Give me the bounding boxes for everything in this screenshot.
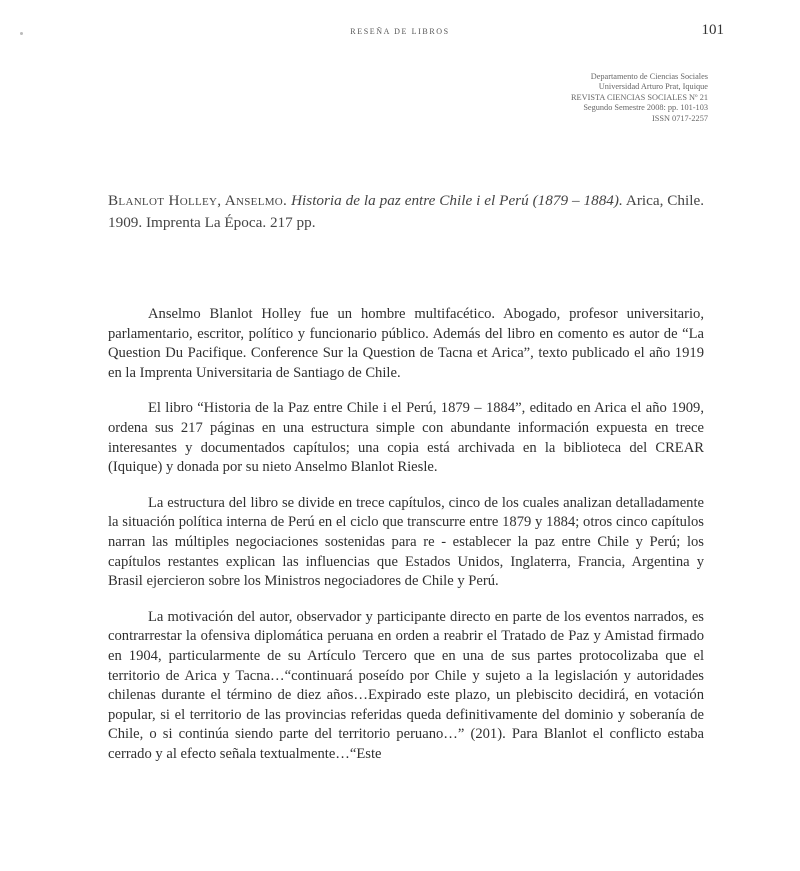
citation-author: Blanlot Holley, Anselmo. xyxy=(108,192,288,209)
journal-info-line: ISSN 0717-2257 xyxy=(651,113,708,123)
review-body xyxy=(108,305,704,780)
journal-info-line: Universidad Arturo Prat, Iquique xyxy=(598,82,708,92)
body-paragraph: El libro “Historia de la Paz entre Chile i el Perú, 1879 – 1884”, editado en Arica el año 1909, ordena sus 217 páginas en una estructura simple con abundante información expuesta en trece interesantes y documentados capítulos; una copia está archivada en la biblioteca del CREAR (Iquique) y donada por su nieto Anselmo Blanlot Riesle. xyxy=(108,400,704,476)
body-paragraph: La motivación del autor, observador y participante directo en parte de los eventos narrados, es contrarrestar la ofensiva diplomática peruana en orden a reabrir el Tratado de Paz y Amistad firmado en 1904, particularmente de su Artículo Tercero que en una de sus partes protocolizaba que el territorio de Arica y Tacna…“continuará poseído por Chile y sujeto a la legislación y autoridades chilenas durante el término de diez años…Expirado este plazo, un plebiscito decidirá, en votación popular, si el territorio de las provincias referidas queda definitivamente del dominio y soberanía de Chile, o si continúa siendo parte del territorio peruano…” (201). Para Blanlot el conflicto estaba cerrado y al efecto señala textualmente…“Este xyxy=(108,608,704,762)
citation-title: Historia de la paz entre Chile i el Perú (1879 – 1884). xyxy=(291,192,623,209)
body-paragraph: Anselmo Blanlot Holley fue un hombre multifacético. Abogado, profesor universitario, parlamentario, escritor, político y funcionario público. Además del libro en comento es autor de “La Question Du Pacifique. Conference Sur la Question de Tacna et Arica”, texto publicado el año 1919 en la Imprenta Universitaria de Santiago de Chile. xyxy=(108,306,704,381)
journal-info-line: Departamento de Ciencias Sociales xyxy=(590,72,708,81)
running-header: RESEÑA DE LIBROS xyxy=(350,27,450,36)
journal-info-line: REVISTA CIENCIAS SOCIALES Nº 21 xyxy=(571,92,708,102)
body-paragraph: La estructura del libro se divide en trece capítulos, cinco de los cuales analizan detalladamente la situación política interna de Perú en el ciclo que transcurre entre 1879 y 1884; otros cinco capítulos narran las múltiples negociaciones sostenidas para re - establecer la paz entre Chile y Perú; los capítulos restantes explican las influencias que Estados Unidos, Inglaterra, Francia, Argentina y Brasil ejercieron sobre los Ministros negociadores de Chile y Perú. xyxy=(108,494,704,590)
citation-details: Arica, Chile. 1909. Imprenta La Época. 217 pp. xyxy=(108,192,705,231)
journal-info-line: Segundo Semestre 2008: pp. 101-103 xyxy=(583,103,708,113)
book-citation xyxy=(108,190,704,234)
journal-info-block xyxy=(571,72,708,124)
page-number: 101 xyxy=(701,22,724,38)
